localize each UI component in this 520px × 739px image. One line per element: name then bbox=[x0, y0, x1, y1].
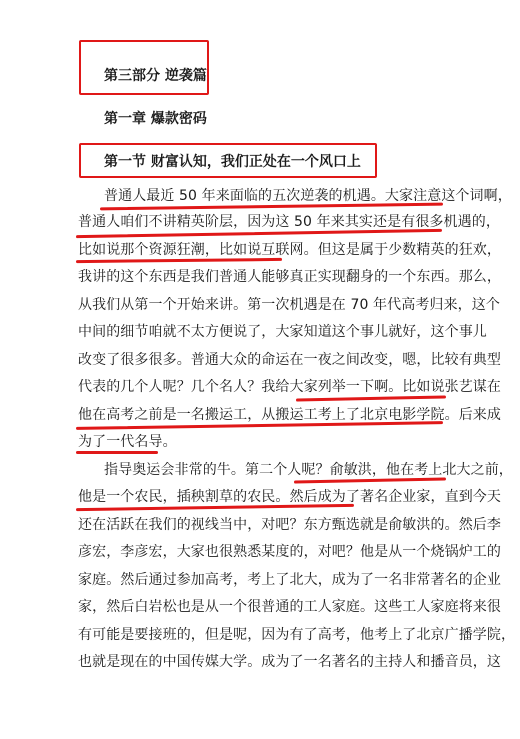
text-line: 从我们从第一个开始来讲。第一次机遇是在 70 年代高考归来，这个 bbox=[78, 297, 500, 313]
text-line: 彦宏，李彦宏，大家也很熟悉某度的，对吧？他是从一个烧锅炉工的 bbox=[78, 544, 501, 560]
text-line: 我讲的这个东西是我们普通人能够真正实现翻身的一个东西。那么， bbox=[78, 269, 501, 285]
text-line: 为了一代名导。 bbox=[78, 434, 177, 450]
text-line: 普通人咱们不讲精英阶层，因为这 50 年来其实还是有很多机遇的， bbox=[78, 214, 500, 230]
text-line: 也就是现在的中国传媒大学。成为了一名著名的主持人和播音员，这 bbox=[78, 654, 501, 670]
text-line: 还在活跃在我们的视线当中，对吧？东方甄选就是俞敏洪的。然后李 bbox=[78, 517, 501, 533]
red-underline bbox=[294, 477, 446, 483]
text-line: 家，然后白岩松也是从一个很普通的工人家庭。这些工人家庭将来很 bbox=[78, 599, 501, 615]
red-underline bbox=[76, 258, 282, 263]
chapter-title: 第一章 爆款密码 bbox=[104, 111, 207, 127]
red-underline bbox=[76, 229, 442, 238]
text-line: 他是一个农民，插秧割草的农民。然后成为了著名企业家，直到今天 bbox=[78, 489, 501, 505]
text-line: 普通人最近 50 年来面临的五次逆袭的机遇。大家注意这个词啊， bbox=[104, 188, 512, 204]
text-line: 他在高考之前是一名搬运工，从搬运工考上了北京电影学院。后来成 bbox=[78, 407, 501, 423]
section-title: 第一节 财富认知，我们正处在一个风口上 bbox=[104, 154, 361, 170]
text-line: 改变了很多很多。普通大众的命运在一夜之间改变，嗯，比较有典型 bbox=[78, 352, 501, 368]
text-line: 比如说那个资源狂潮，比如说互联网。但这是属于少数精英的狂欢， bbox=[78, 242, 501, 258]
text-line: 中间的细节咱就不太方便说了，大家知道这个事儿就好，这个事儿 bbox=[78, 324, 487, 340]
red-underline bbox=[76, 451, 158, 454]
text-line: 代表的几个人呢？几个名人？我给大家列举一下啊。比如说张艺谋在 bbox=[78, 379, 501, 395]
text-line: 指导奥运会非常的牛。第二个人呢？俞敏洪，他在考上北大之前， bbox=[104, 462, 513, 478]
red-underline bbox=[296, 395, 446, 401]
part-title: 第三部分 逆袭篇 bbox=[104, 68, 207, 84]
text-line: 有可能是要接班的，但是呢，因为有了高考，他考上了北京广播学院， bbox=[78, 627, 516, 643]
text-line: 家庭。然后通过参加高考，考上了北大，成为了一名非常著名的企业 bbox=[78, 572, 501, 588]
